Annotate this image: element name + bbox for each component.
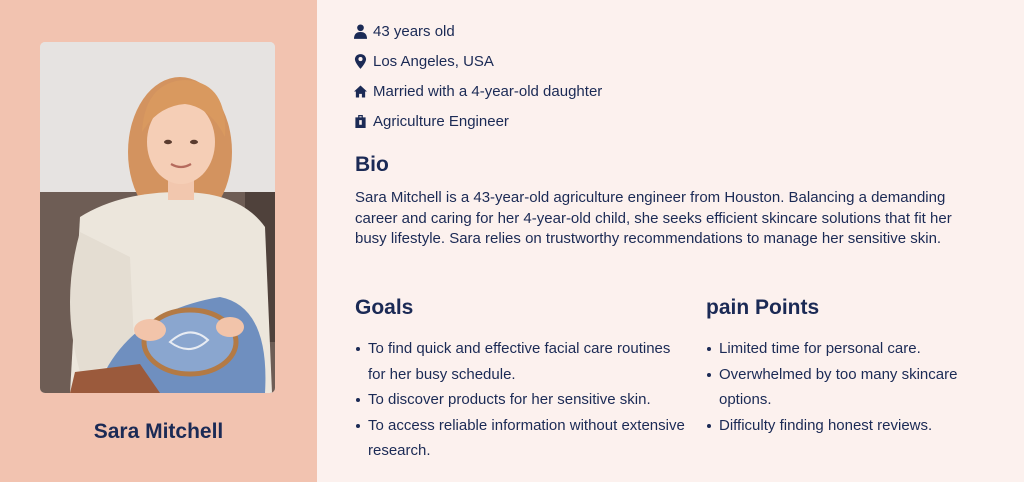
list-item: Difficulty finding honest reviews. [706,413,1006,439]
profile-panel [0,0,317,482]
fact-age [353,16,602,46]
fact-occupation [353,106,602,136]
goals-title: Goals [355,296,414,319]
fact-text: Los Angeles, USA [373,52,494,70]
persona-name: Sara Mitchell [93,420,224,443]
persona-details [317,0,1024,482]
fact-family [353,76,602,106]
list-item: To discover products for her sensitive skin. [355,387,685,413]
bio-text: Sara Mitchell is a 43-year-old agriculture engineer from Houston. Balancing a demanding career and caring for her 4-year-old child, she seeks efficient skincare solutions that fit her busy lifestyle. Sara relies on trustworthy recommendations to manage her sensitive skin. [355,189,952,247]
location-pin-icon [353,53,367,69]
list-item: Limited time for personal care. [706,336,1006,362]
portrait-illustration [40,42,275,393]
fact-text: Married with a 4-year-old daughter [373,82,603,100]
list-item: To find quick and effective facial care routines for her busy schedule. [355,336,685,387]
goals-list [355,336,685,464]
pain-points-title: pain Points [706,296,820,319]
fact-location [353,46,602,76]
home-icon [353,83,367,99]
fact-text: 43 years old [373,22,455,40]
list-item: To access reliable information without extensive research. [355,413,685,464]
profile-photo [40,42,275,393]
person-icon [353,23,367,39]
persona-facts-list [353,16,602,136]
list-item: Overwhelmed by too many skincare options. [706,362,1006,413]
fact-text: Agriculture Engineer [373,112,509,130]
pain-points-list [706,336,1006,438]
briefcase-icon [353,113,367,129]
bio-title: Bio [355,153,389,176]
